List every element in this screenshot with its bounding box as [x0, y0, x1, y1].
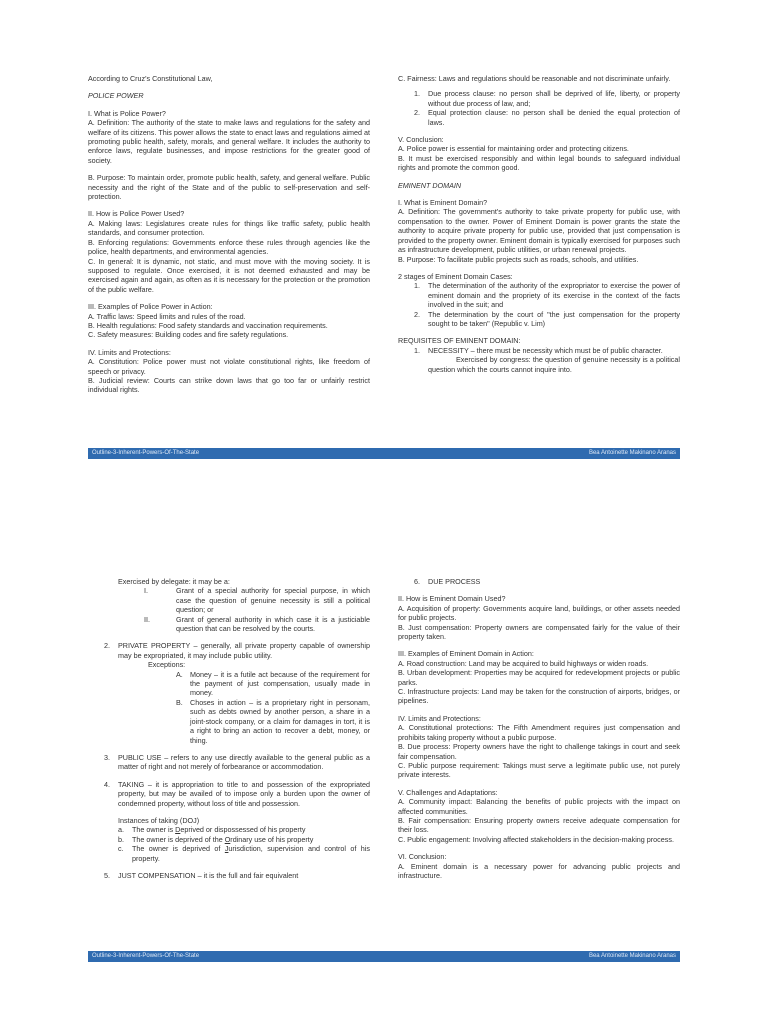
section-title: IV. Limits and Protections:: [398, 713, 481, 723]
taking-instances-list: [104, 825, 370, 863]
paragraph: A. Making laws: Legislatures create rules for things like traffic safety, public health standards, and consumer protection.: [88, 218, 370, 238]
section-title: IV. Limits and Protections:: [88, 347, 171, 357]
list-item: a. The owner is Deprived or dispossessed of his property: [118, 825, 306, 835]
list-item: 1. NECESSITY – there must be necessity which must be of public character.: [414, 345, 663, 355]
intro-text: According to Cruz's Constitutional Law,: [88, 74, 213, 83]
section-title: V. Conclusion:: [398, 135, 444, 145]
list-item: b. The owner is deprived of the Ordinary use of his property: [118, 834, 314, 844]
fairness-list: [398, 89, 680, 127]
paragraph: C. Infrastructure projects: Land may be taken for the construction of airports, bridges, or pipelines.: [398, 687, 680, 706]
list-item: 2. Equal protection clause: no person shall be denied the equal protection of laws.: [414, 108, 680, 127]
footer-doc-title: Outline-3-Inherent-Powers-Of-The-State: [92, 450, 200, 456]
paragraph: B. Just compensation: Property owners are compensated fairly for the value of their property taken.: [398, 622, 680, 642]
paragraph: B. Purpose: To facilitate public projects such as roads, schools, and utilities.: [398, 254, 639, 264]
paragraph: A. Road construction: Land may be acquired to build highways or widen roads.: [398, 658, 649, 668]
paragraph: C. Fairness: Laws and regulations should be reasonable and not discriminate unfairly.: [398, 74, 671, 83]
footer-author: Bea Antoinette Makinano Aranas: [588, 450, 676, 456]
page2-right-column: [398, 577, 680, 880]
page1-left-column: [88, 74, 370, 395]
section-title: VI. Conclusion:: [398, 852, 447, 862]
footer-doc-title: Outline-3-Inherent-Powers-Of-The-State: [92, 953, 200, 959]
paragraph: B. Enforcing regulations: Governments enforce these rules through agencies like the police, health departments, and environmental agencies.: [88, 237, 370, 257]
paragraph: Instances of taking (DOJ): [118, 815, 200, 825]
list-item: 1. The determination of the authority of the expropriator to exercise the power of eminent domain and the propriety of its exercise in the context of the facts involved in the suit; and: [414, 281, 680, 310]
requisites-list: [398, 346, 680, 374]
list-item: c. The owner is deprived of Jurisdiction, supervision and control of his property.: [118, 844, 370, 863]
eminent-domain-heading: EMINENT DOMAIN: [398, 180, 462, 190]
paragraph: B. Fair compensation: Ensuring property owners receive adequate compensation for their loss.: [398, 815, 680, 835]
section-title: V. Challenges and Adaptations:: [398, 787, 498, 797]
paragraph: B. Judicial review: Courts can strike down laws that go too far or unfairly restrict individual rights.: [88, 375, 370, 395]
paragraph: Exercised by delegate: it may be a:: [118, 577, 230, 586]
page2-left-column: [104, 577, 370, 880]
paragraph: B. Health regulations: Food safety standards and vaccination requirements.: [88, 320, 328, 330]
paragraph: C. In general: It is dynamic, not static, and must move with the moving society. It is supposed to regulate. Once exercised, it is not deemed exhausted and may be exercised again and again, as often as it is necessary for the protection or the promotion of the public welfare.: [88, 256, 370, 294]
section-title: III. Examples of Eminent Domain in Action:: [398, 649, 534, 659]
paragraph: C. Public purpose requirement: Takings must serve a legitimate public use, not purely private interests.: [398, 760, 680, 780]
paragraph: A. Constitutional protections: The Fifth Amendment requires just compensation and prohibits taking property without a public purpose.: [398, 723, 680, 742]
paragraph: A. Constitution: Police power must not violate constitutional rights, like freedom of speech or privacy.: [88, 357, 370, 376]
paragraph: C. Safety measures: Building codes and fire safety regulations.: [88, 330, 289, 340]
section-title: II. How is Police Power Used?: [88, 209, 185, 219]
list-item: 5. JUST COMPENSATION – it is the full and fair equivalent: [104, 870, 299, 880]
list-item: 6. DUE PROCESS: [414, 577, 481, 586]
paragraph: A. Definition: The government's authority to take private property for public use, with compensation to the owner. Power of Eminent Domain is power grants the state the authority to acquire private property for public use, provided that just compensation is provided to the property owner. Eminent domain is typically exercised for purposes such as infrastructure development, public utilities, or urban renewal projects.: [398, 207, 680, 255]
paragraph: C. Public engagement: Involving affected stakeholders in the decision-making process.: [398, 834, 674, 844]
exceptions-list: [104, 670, 370, 745]
stages-list: [398, 281, 680, 328]
list-item: 1. Due process clause: no person shall be deprived of life, liberty, or property without due process of law, and;: [414, 89, 680, 108]
list-item: I. Grant of a special authority for special purpose, in which case the question of genuine necessity is still a political question; or: [144, 586, 370, 615]
page1-footer: [88, 448, 680, 459]
paragraph: A. Eminent domain is a necessary power for advancing public projects and infrastructure.: [398, 861, 680, 880]
paragraph: B. Due process: Property owners have the right to challenge takings in court and seek fair compensation.: [398, 742, 680, 761]
list-item: 4. TAKING – it is appropriation to title to and possession of the expropriated property, but may be availed of to impose only a burden upon the owner of condemned property, without loss of title and possession.: [104, 779, 370, 808]
list-item: 2. PRIVATE PROPERTY – generally, all private property capable of ownership may be expropriated, it may include public utility.: [104, 641, 370, 660]
list-item: 3. PUBLIC USE – refers to any use directly available to the general public as a matter of right and not merely of forbearance or accommodation.: [104, 752, 370, 772]
police-power-heading: POLICE POWER: [88, 91, 144, 101]
exceptions-label: Exceptions:: [148, 660, 186, 670]
paragraph: A. Definition: The authority of the state to make laws and regulations for the safety and welfare of its citizens. This power allows the state to enact laws and regulations aimed at promoting public health, safety, morals, and general welfare. It includes the authority to enforce laws, regulate businesses, and impose restrictions for the greater good of society.: [88, 118, 370, 165]
page1-right-column: [398, 74, 680, 374]
paragraph: A. Community impact: Balancing the benefits of public projects with the impact on affected communities.: [398, 797, 680, 816]
paragraph: A. Police power is essential for maintaining order and protecting citizens.: [398, 144, 629, 154]
footer-author: Bea Antoinette Makinano Aranas: [588, 953, 676, 959]
section-title: I. What is Police Power?: [88, 108, 166, 118]
section-title: I. What is Eminent Domain?: [398, 198, 488, 208]
paragraph: B. Urban development: Properties may be acquired for redevelopment projects or public parks.: [398, 668, 680, 687]
section-title: III. Examples of Police Power in Action:: [88, 302, 213, 312]
paragraph: A. Acquisition of property: Governments acquire land, buildings, or other assets needed for public projects.: [398, 603, 680, 623]
list-item: II. Grant of general authority in which case it is a justiciable question that can be resolved by the courts.: [144, 614, 370, 634]
list-item: A. Money – it is a futile act because of the requirement for the payment of just compensation, usually made in money.: [176, 669, 370, 698]
section-title: 2 stages of Eminent Domain Cases:: [398, 271, 513, 281]
paragraph: A. Traffic laws: Speed limits and rules of the road.: [88, 311, 246, 321]
list-item: B. Choses in action – is a proprietary right in personam, such as debts owned by another person, a share in a joint-stock company, or a claim for damages in tort, it is a right to bring an action to recover a debt, money, or thing.: [176, 697, 370, 745]
list-item: 2. The determination by the court of "the just compensation for the property sought to be taken" (Republic v. Lim): [414, 309, 680, 328]
page2-footer: [88, 951, 680, 962]
section-title: REQUISITES OF EMINENT DOMAIN:: [398, 336, 521, 346]
delegate-list: [104, 586, 370, 633]
paragraph: B. Purpose: To maintain order, promote public health, safety, and general welfare. Public necessity and the right of the State and of the public to self-preservation and self-protection.: [88, 173, 370, 202]
paragraph: Exercised by congress: the question of genuine necessity is a political question which the courts cannot inquire into.: [428, 355, 680, 374]
paragraph: B. It must be exercised responsibly and within legal bounds to safeguard individual rights and promote the common good.: [398, 153, 680, 173]
section-title: II. How is Eminent Domain Used?: [398, 594, 506, 604]
